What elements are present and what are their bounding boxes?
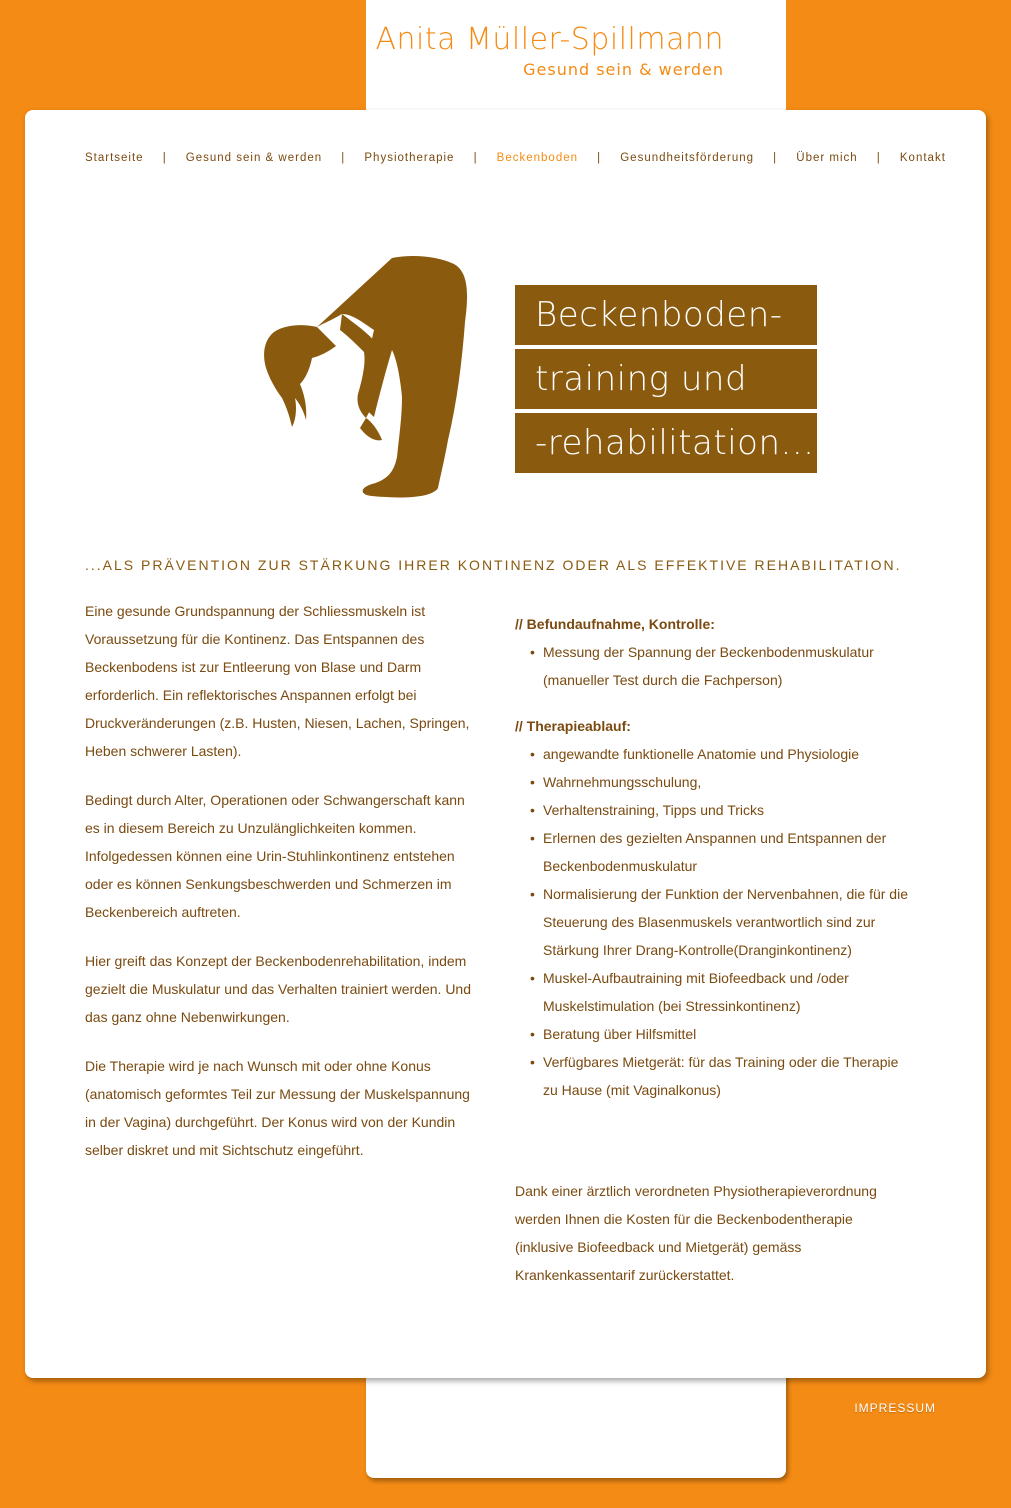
intro-heading: ...ALS PRÄVENTION ZUR STÄRKUNG IHRER KONTINENZ ODER ALS EFFEKTIVE REHABILITATION. xyxy=(85,557,902,573)
list-item: • Verhaltenstraining, Tipps und Tricks xyxy=(530,796,915,824)
list-item: • angewandte funktionelle Anatomie und Physiologie xyxy=(530,740,915,768)
list-item: • Beratung über Hilfsmittel xyxy=(530,1020,915,1048)
site-logo-name[interactable]: Anita Müller-Spillmann xyxy=(375,22,724,57)
nav-item-gesundheitsfoerderung[interactable]: Gesundheitsförderung xyxy=(620,152,755,164)
hero-title-line-2: training und xyxy=(515,349,817,409)
nav-separator: | xyxy=(341,152,346,164)
list-item: • Messung der Spannung der Beckenbodenmuskulatur (manueller Test durch die Fachperson) xyxy=(530,638,915,694)
list-item: • Muskel-Aufbautraining mit Biofeedback und /oder Muskelstimulation (bei Stressinkontinenz) xyxy=(530,964,915,1020)
bullet-icon: • xyxy=(530,746,535,762)
nav-item-beckenboden[interactable]: Beckenboden xyxy=(496,152,579,164)
bullet-icon: • xyxy=(530,1026,535,1042)
therapy-column xyxy=(515,610,915,1122)
nav-item-physiotherapie[interactable]: Physiotherapie xyxy=(364,152,455,164)
description-paragraph: Die Therapie wird je nach Wunsch mit oder ohne Konus (anatomisch geformtes Teil zur Messung der Muskelspannung in der Vagina) durchgeführt. Der Konus wird von der Kundin selber diskret und mit Sichtschutz eingeführt. xyxy=(85,1058,470,1158)
list-item: • Erlernen des gezielten Anspannen und Entspannen der Beckenbodenmuskulatur xyxy=(530,824,915,880)
section-heading-befund: // Befundaufnahme, Kontrolle: xyxy=(515,616,715,632)
nav-separator: | xyxy=(773,152,778,164)
bullet-icon: • xyxy=(530,802,535,818)
nav-separator: | xyxy=(473,152,478,164)
list-item: • Verfügbares Mietgerät: für das Training oder die Therapie zu Hause (mit Vaginalkonus) xyxy=(530,1048,915,1104)
therapy-list xyxy=(515,740,915,1104)
nav-item-gesund-sein[interactable]: Gesund sein & werden xyxy=(185,152,323,164)
list-item: • Wahrnehmungsschulung, xyxy=(530,768,915,796)
hero-title-line-3: -rehabilitation... xyxy=(515,413,817,473)
nav-separator: | xyxy=(162,152,167,164)
nav-separator: | xyxy=(597,152,602,164)
description-paragraph: Eine gesunde Grundspannung der Schliessmuskeln ist Voraussetzung für die Kontinenz. Das Entspannen des Beckenbodens ist zur Entleerung von Blase und Darm erforderlich. Ein reflektorisches Anspannen erfolgt bei Druckveränderungen (z.B. Husten, Niesen, Lachen, Springen, Heben schwerer Lasten). xyxy=(85,603,470,759)
nav-separator: | xyxy=(876,152,881,164)
nav-item-ueber-mich[interactable]: Über mich xyxy=(796,152,858,164)
bullet-icon: • xyxy=(530,970,535,986)
section-heading-therapieablauf: // Therapieablauf: xyxy=(515,718,631,734)
bullet-icon: • xyxy=(530,886,535,902)
bullet-icon: • xyxy=(530,830,535,846)
description-paragraph: Bedingt durch Alter, Operationen oder Schwangerschaft kann es in diesem Bereich zu Unzulänglichkeiten kommen. Infolgedessen können eine Urin-Stuhlinkontinenz entstehen oder es können Senkungsbeschwerden und Schmerzen im Beckenbereich auftreten. xyxy=(85,792,465,920)
nav-item-startseite[interactable]: Startseite xyxy=(85,152,144,164)
description-column xyxy=(85,597,480,1185)
bending-woman-silhouette xyxy=(262,252,472,500)
list-item: • Normalisierung der Funktion der Nervenbahnen, die für die Steuerung des Blasenmuskels verantwortlich sind zur Stärkung Ihrer Drang-Kontrolle(Dranginkontinenz) xyxy=(530,880,915,964)
insurance-note: Dank einer ärztlich verordneten Physiotherapieverordnung werden Ihnen die Kosten für die Beckenbodentherapie (inklusive Biofeedback und Mietgerät) gemäss Krankenkassentarif zurückerstattet. xyxy=(515,1183,877,1283)
hero-title-line-1: Beckenboden- xyxy=(515,285,817,345)
befund-list xyxy=(515,638,915,694)
impressum-link[interactable]: IMPRESSUM xyxy=(854,1401,936,1415)
nav-item-kontakt[interactable]: Kontakt xyxy=(899,152,946,164)
description-paragraph: Hier greift das Konzept der Beckenbodenrehabilitation, indem gezielt die Muskulatur und das Verhalten trainiert werden. Und das ganz ohne Nebenwirkungen. xyxy=(85,953,471,1025)
main-nav xyxy=(85,150,946,166)
bullet-icon: • xyxy=(530,774,535,790)
bullet-icon: • xyxy=(530,644,535,660)
site-logo-tagline: Gesund sein & werden xyxy=(523,60,724,79)
bullet-icon: • xyxy=(530,1054,535,1070)
